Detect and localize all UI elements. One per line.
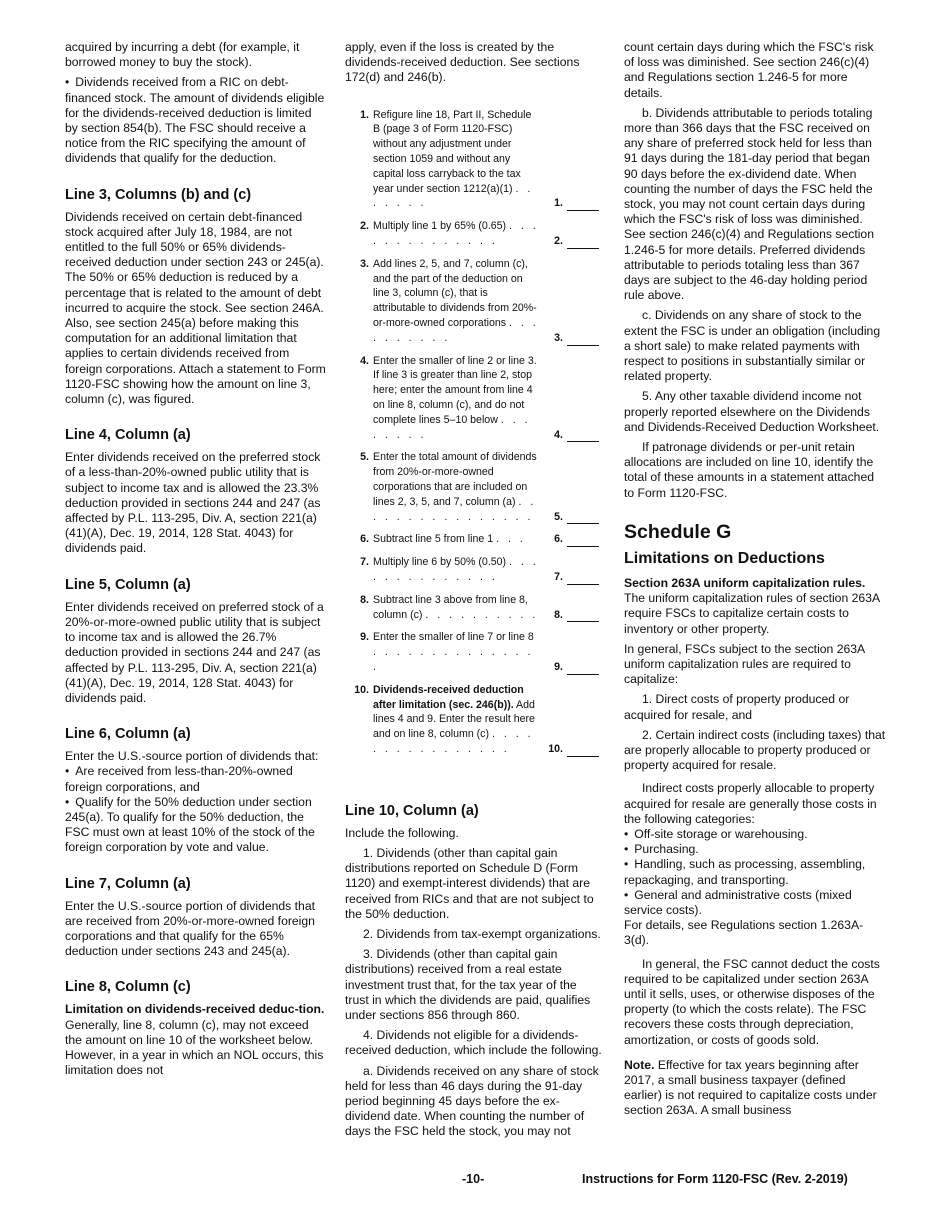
worksheet-row [345, 219, 603, 249]
worksheet-line-label: 1. [554, 197, 563, 210]
worksheet-line-number: 10. [354, 683, 369, 696]
paragraph: Indirect costs properly allocable to property acquired for resale are generally those costs in the following categories: [624, 781, 877, 826]
worksheet-line-text: Add lines 2, 5, and 7, column (c), and the part of the deduction on line 3, column (c), that is attributable to dividends from 20%-or-more-owned corporations [373, 257, 537, 329]
paragraph: Enter the U.S.-source portion of dividends that: [65, 749, 319, 764]
paragraph: Dividends received on certain debt-financed stock acquired after July 18, 1984, are not entitled to the full 50% or 65% dividends-received deduction under section 243 or 245(a). The 50% or 65% deduction is reduced by a percentage that is related to the amount of debt incurred to acquire the stock. See section 246A. Also, see section 245(a) before making this computation for an additional limitation that applies to certain dividends received from foreign corporations. Attach a statement to Form 1120-FSC showing how the amount on line 3, column (c), was figured. [65, 209, 326, 407]
worksheet-line-number: 2. [360, 220, 369, 233]
leader-dots: . . . . . . . . [373, 413, 531, 441]
worksheet-row [345, 555, 603, 585]
paragraph: a. Dividends received on any share of stock held for less than 46 days during the 91-day period beginning 45 days before the ex-dividend date. When counting the number of days the FSC held the stock, you may not [345, 1063, 599, 1139]
paragraph: 2. Certain indirect costs (including taxes) that are properly allocable to property produced or property acquired for resale. [624, 727, 886, 773]
worksheet-line-number: 4. [360, 354, 369, 367]
leader-dots: . . . . . . . . . . . . . . . . [373, 728, 534, 755]
column-left [65, 40, 327, 1083]
paragraph: 5. Any other taxable dividend income not properly reported elsewhere on the Dividends and Dividends-Received Deduction Worksheet. [624, 389, 880, 434]
worksheet-line-text: Refigure line 18, Part II, Schedule B (page 3 of Form 1120-FSC) without any adjustment under section 1059 and without any capital loss carryback to the tax year under section 1212(a)(1) [373, 108, 532, 195]
bullet-item: • General and administrative costs (mixed service costs). [624, 888, 886, 918]
worksheet-line-label: 8. [554, 608, 563, 621]
section-heading: Line 6, Column (a) [65, 726, 191, 743]
worksheet-entry-line[interactable] [567, 510, 599, 524]
paragraph-lead: Note. [624, 1057, 655, 1072]
leader-dots: . . . . . . . . . . . . . . [373, 556, 539, 583]
worksheet-line-number: 6. [360, 533, 369, 546]
page-number: -10- [462, 1172, 485, 1186]
paragraph [65, 1002, 327, 1078]
leader-dots: . . . . . . . . . . [373, 316, 539, 344]
paragraph: Enter dividends received on the preferred stock of a less-than-20%-owned public utility that is subject to income tax and is allowed the 23.3% deduction provided in sections 244 and 247 (as affected by P.L. 113-295, Div. A, section 221(a)(41)(A), Dec. 19, 2014, 128 Stat. 4043) for dividends paid. [65, 450, 321, 556]
worksheet-entry-line[interactable] [567, 332, 599, 346]
section-heading: Line 7, Column (a) [65, 875, 191, 892]
paragraph: 2. Dividends from tax-exempt organizations. [363, 926, 601, 941]
column-right [624, 40, 886, 1124]
paragraph: For details, see Regulations section 1.263A-3(d). [624, 918, 864, 948]
dividends-worksheet [345, 108, 603, 757]
worksheet-line-number: 9. [360, 631, 369, 644]
worksheet-line-number: 7. [360, 556, 369, 569]
worksheet-line-label: 6. [554, 533, 563, 546]
paragraph: In general, FSCs subject to the section 263A uniform capitalization rules are required to capitalize: [624, 641, 865, 687]
worksheet-line-text: Multiply line 1 by 65% (0.65) [373, 220, 507, 233]
bullet-item: • Purchasing. [624, 842, 886, 857]
paragraph: b. Dividends attributable to periods totaling more than 366 days that the FSC received on any share of preferred stock held for less than 91 days during the 181-day period that began 90 days before the ex-dividend date. When counting the number of days the FSC held the stock, you may not count certain days during which the FSC's risk of loss was diminished. See section 246(c)(4) and Regulations section 1.246-5 for more details. Preferred dividends attributable to periods totaling less than 367 days are subject to the 46-day holding period rule above. [624, 105, 874, 303]
leader-dots: . . . . . . . . . . . . . . [373, 220, 539, 247]
paragraph-lead: Limitation on dividends-received deduc-tion. [65, 1002, 325, 1017]
worksheet-row [345, 593, 603, 623]
paragraph [624, 576, 886, 637]
worksheet-line-text: Subtract line 5 from line 1 [373, 533, 494, 546]
worksheet-line-text: Enter the total amount of dividends from 20%-or-more-owned corporations that are included on lines 2, 3, 5, and 7, column (a) [373, 451, 537, 508]
worksheet-entry-line[interactable] [567, 571, 599, 585]
paragraph: 1. Direct costs of property produced or acquired for resale, and [624, 692, 850, 722]
worksheet-entry-line[interactable] [567, 533, 599, 547]
worksheet-row [345, 257, 603, 346]
section-heading: Line 5, Column (a) [65, 576, 191, 593]
leader-dots: . . . . . . . . . . . . . . . . [373, 495, 537, 523]
worksheet-row [345, 630, 603, 674]
worksheet-entry-line[interactable] [567, 197, 599, 211]
worksheet-entry-line[interactable] [567, 608, 599, 622]
worksheet-row [345, 683, 603, 757]
worksheet-line-label: 10. [548, 742, 563, 755]
paragraph: 3. Dividends (other than capital gain distributions) received from a real estate investment trust that, for the tax year of the trust in which the dividends are paid, qualifies under sections 856 through 860. [345, 947, 591, 1022]
worksheet-line-label: 4. [554, 428, 563, 441]
bullet-item: • Qualify for the 50% deduction under section 245(a). To qualify for the 50% deduction, the FSC must own at least 10% of the stock of the foreign corporation by vote and value. [65, 795, 327, 856]
paragraph [624, 1058, 886, 1119]
worksheet-entry-line[interactable] [567, 743, 599, 757]
worksheet-line-number: 5. [360, 451, 369, 464]
paragraph: If patronage dividends or per-unit retain allocations are included on line 10, identify the total of these amounts in a statement attached to Form 1120-FSC. [624, 440, 874, 500]
paragraph: Enter the U.S.-source portion of dividends that are received from 20%-or-more-owned foreign corporations and that qualify for the 65% deduction under sections 243 and 245(a). [65, 898, 315, 959]
paragraph: Include the following. [345, 825, 459, 840]
worksheet-line-label: 2. [554, 234, 563, 247]
bullet-item: • Off-site storage or warehousing. [624, 827, 886, 842]
worksheet-row [345, 108, 603, 212]
worksheet-line-bold-text: Dividends-received deduction after limitation (sec. 246(b)). [373, 683, 524, 711]
paragraph: acquired by incurring a debt (for example, it borrowed money to buy the stock). [65, 40, 300, 70]
leader-dots: . . . . . . . . . . [425, 608, 539, 621]
section-heading: Line 3, Columns (b) and (c) [65, 186, 252, 203]
leader-dots: . . . . . . . . . . . . . . . [373, 646, 534, 673]
bullet-item: • Are received from less-than-20%-owned foreign corporations, and [65, 764, 327, 794]
worksheet-line-label: 3. [554, 331, 563, 344]
paragraph: apply, even if the loss is created by the dividends-received deduction. See sections 172(d) and 246(b). [345, 40, 580, 85]
bullet-item: • Dividends received from a RIC on debt-financed stock. The amount of dividends eligible for the dividends-received deduction is limited by section 854(b). The FSC should receive a notice from the RIC specifying the amount of dividends that qualify for the deduction. [65, 75, 327, 166]
worksheet-line-number: 3. [360, 257, 369, 270]
worksheet-line-label: 9. [554, 660, 563, 673]
worksheet-entry-line[interactable] [567, 428, 599, 442]
paragraph: c. Dividends on any share of stock to the extent the FSC is under an obligation (including a short sale) to make related payments with respect to positions in substantially similar or related property. [624, 308, 881, 384]
worksheet-entry-line[interactable] [567, 235, 599, 249]
bullet-item: • Handling, such as processing, assembling, repackaging, and transporting. [624, 857, 886, 887]
section-heading: Line 8, Column (c) [65, 979, 191, 996]
worksheet-line-number: 8. [360, 593, 369, 606]
form-title: Instructions for Form 1120-FSC (Rev. 2-2019) [582, 1172, 848, 1186]
section-heading: Line 4, Column (a) [65, 427, 191, 444]
worksheet-line-text: Subtract line 3 above from line 8, column (c) [373, 593, 528, 621]
paragraph: 4. Dividends not eligible for a dividends-received deduction, which include the following. [345, 1028, 602, 1058]
worksheet-line-text: Multiply line 6 by 50% (0.50) [373, 556, 507, 569]
worksheet-line-label: 7. [554, 570, 563, 583]
paragraph: Enter dividends received on preferred stock of a 20%-or-more-owned public utility that is subject to income tax and is allowed the 26.7% deduction provided in sections 244 and 247 (as affected by P.L. 113-295, Div. A, section 221(a)(41)(A), Dec. 19, 2014, 128 Stat. 4043) for dividends paid. [65, 599, 324, 705]
paragraph-text: The uniform capitalization rules of section 263A require FSCs to capitalize certain costs to inventory or other property. [624, 591, 880, 636]
leader-dots: . . . . . . . [373, 182, 534, 210]
worksheet-line-text: Add lines 4 and 9. Enter the result here and on line 8, column (c) [373, 698, 535, 741]
paragraph-text: Generally, line 8, column (c), may not exceed the amount on line 10 of the worksheet below. However, in a year in which an NOL occurs, this limitation does not [65, 1017, 324, 1078]
leader-dots: . . . [496, 533, 526, 546]
worksheet-row [345, 354, 603, 443]
paragraph: count certain days during which the FSC's risk of loss was diminished. See section 246(c)(4) and Regulations section 1.246-5 for more details. [624, 40, 874, 100]
worksheet-line-text: Enter the smaller of line 2 or line 3. If line 3 is greater than line 2, stop here; enter the amount from line 4 on line 8, column (c), and do not complete lines 5–10 below [373, 354, 537, 426]
paragraph: 1. Dividends (other than capital gain distributions reported on Schedule D (Form 1120) and exempt-interest dividends) that are received from RICs and that are not subject to the 50% deduction. [345, 845, 594, 921]
worksheet-entry-line[interactable] [567, 661, 599, 675]
paragraph-lead: Section 263A uniform capitalization rules. [624, 575, 866, 590]
schedule-subheading: Limitations on Deductions [624, 549, 825, 567]
worksheet-line-number: 1. [360, 108, 369, 121]
worksheet-row [345, 532, 603, 547]
worksheet-row [345, 450, 603, 524]
worksheet-line-text: Enter the smaller of line 7 or line 8 [373, 631, 534, 644]
schedule-heading: Schedule G [624, 520, 732, 543]
section-heading: Line 10, Column (a) [345, 802, 479, 819]
paragraph-text: Effective for tax years beginning after 2017, a small business taxpayer (defined earlier) is not required to capitalize costs under section 263A. A small business [624, 1057, 877, 1118]
paragraph: In general, the FSC cannot deduct the costs required to be capitalized under section 263A until it sells, uses, or otherwise disposes of the property (to which the costs relate). The FSC recovers these costs through depreciation, amortization, or costs of goods sold. [624, 956, 880, 1047]
worksheet-line-label: 5. [554, 510, 563, 523]
column-middle [345, 40, 603, 1145]
